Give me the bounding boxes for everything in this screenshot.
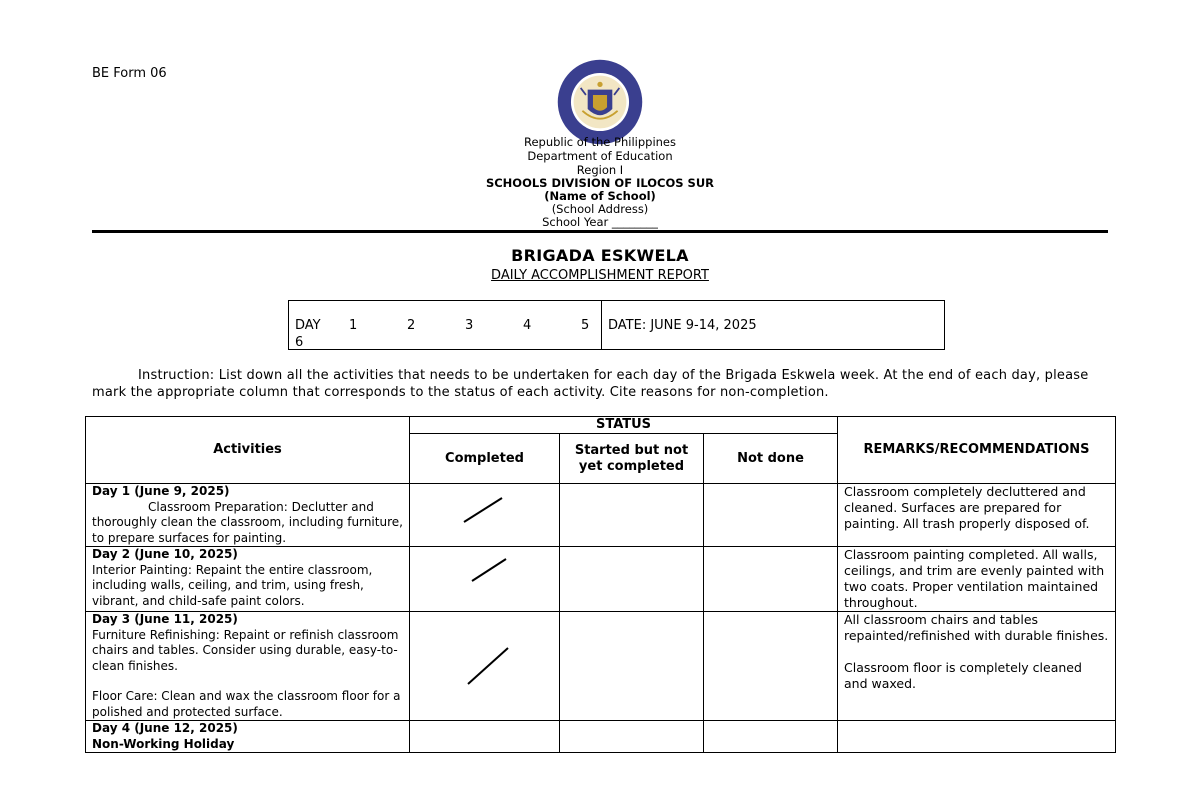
check-mark-icon [470,557,510,585]
remarks-cell [838,484,1116,547]
day-heading: Day 4 (June 12, 2025) [92,721,238,735]
header-line-deped: Department of Education [527,149,673,163]
header-division: SCHOOLS DIVISION OF ILOCOS SUR [485,176,715,190]
started-cell[interactable] [560,612,704,721]
remarks-cell [838,721,1116,753]
header-line-region: Region I [576,163,624,177]
activity-item: Classroom Preparation: Declutter and thoroughly clean the classroom, including furniture, to prepare surfaces for painting. [92,499,403,545]
remarks-cell [838,547,1116,612]
completed-cell[interactable] [410,612,560,721]
report-subtitle: DAILY ACCOMPLISHMENT REPORT [491,268,709,283]
header-school-name: (Name of School) [544,189,656,203]
remark-item: Classroom painting completed. All walls, ceilings, and trim are evenly painted with two coats. Proper ventilation maintained throughout. [844,547,1105,610]
completed-cell[interactable] [410,484,560,547]
started-cell[interactable] [560,721,704,753]
day-heading: Day 2 (June 10, 2025) [92,547,238,561]
activities-table [85,416,1116,753]
col-status: STATUS [410,417,838,434]
not-done-cell[interactable] [704,612,838,721]
header-divider [92,230,1108,233]
instruction-text [92,367,1108,401]
remark-item: Classroom completely decluttered and cleaned. Surfaces are prepared for painting. All trash properly disposed of. [844,484,1090,531]
activity-cell [86,721,410,753]
col-completed: Completed [410,434,560,484]
started-cell[interactable] [560,547,704,612]
activity-cell [86,612,410,721]
report-title: BRIGADA ESKWELA [511,246,689,265]
activity-cell [86,484,410,547]
activity-item: Floor Care: Clean and wax the classroom floor for a polished and protected surface. [92,689,401,719]
not-done-cell[interactable] [704,547,838,612]
day-option-3[interactable]: 3 [465,318,474,333]
not-done-cell[interactable] [704,721,838,753]
completed-cell[interactable] [410,547,560,612]
col-not-done: Not done [704,434,838,484]
table-row [86,547,1116,612]
col-activities: Activities [86,417,410,484]
day-option-4[interactable]: 4 [523,318,532,333]
header-school-address: (School Address) [551,202,649,216]
col-started: Started but not yet completed [560,434,704,484]
check-mark-icon [466,646,512,686]
instruction-body: Instruction: List down all the activities that needs to be undertaken for each day of the Brigada Eskwela week. At the end of each day, please mark the appropriate column that corresponds to the status of each activity. Cite reasons for non-completion. [92,368,1089,400]
day-date-box [288,300,945,350]
form-code: BE Form 06 [92,66,167,81]
day-option-1[interactable]: 1 [349,318,358,333]
table-row [86,721,1116,753]
check-mark-icon [462,496,504,524]
activity-item: Furniture Refinishing: Repaint or refinish classroom chairs and tables. Consider using durable, easy-to-clean finishes. [92,627,399,673]
activity-cell [86,547,410,612]
table-row [86,484,1116,547]
table-row [86,612,1116,721]
deped-seal-icon [556,58,644,146]
activity-item: Interior Painting: Repaint the entire classroom, including walls, ceiling, and trim, using fresh, vibrant, and child-safe paint colors. [92,562,373,608]
activity-item: Non-Working Holiday [92,736,235,751]
header-school-year: School Year ________ [542,215,658,229]
not-done-cell[interactable] [704,484,838,547]
day-option-2[interactable]: 2 [407,318,416,333]
remarks-cell [838,612,1116,721]
day-heading: Day 1 (June 9, 2025) [92,484,230,498]
remark-item: All classroom chairs and tables repainted/refinished with durable finishes. [844,612,1109,643]
day-label: DAY [295,318,321,333]
header-line-republic: Republic of the Philippines [523,135,677,149]
day-heading: Day 3 (June 11, 2025) [92,612,238,626]
col-remarks: REMARKS/RECOMMENDATIONS [838,417,1116,484]
completed-cell[interactable] [410,721,560,753]
day-selector [289,301,602,349]
remark-item: Classroom floor is completely cleaned and waxed. [844,660,1082,691]
day-option-6[interactable]: 6 [295,335,304,350]
started-cell[interactable] [560,484,704,547]
day-option-5[interactable]: 5 [581,318,590,333]
date-range: DATE: JUNE 9-14, 2025 [608,318,757,333]
